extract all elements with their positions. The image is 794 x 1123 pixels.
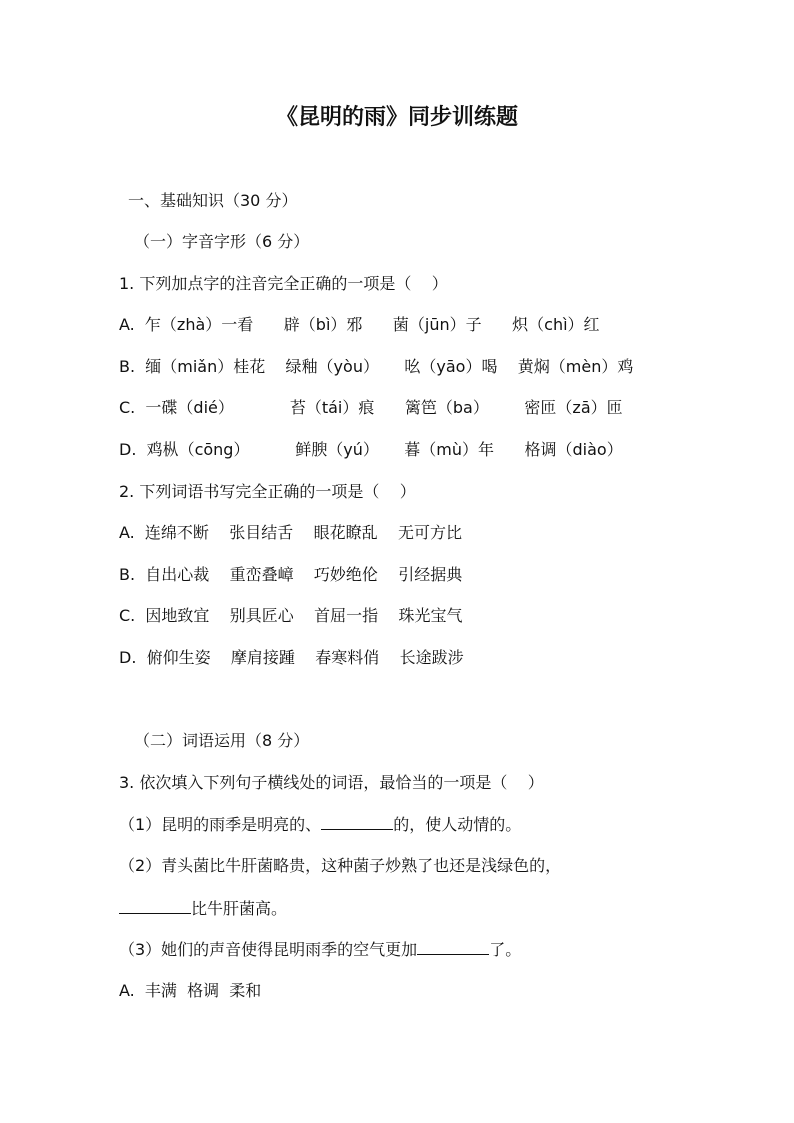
question-3-stem: 3. 依次填入下列句子横线处的词语，最恰当的一项是（ ） <box>119 773 544 792</box>
question-2-stem: 2. 下列词语书写完全正确的一项是（ ） <box>119 482 416 501</box>
sentence-3-text-before: （3）她们的声音使得昆明雨季的空气更加 <box>119 940 418 959</box>
question-3-sentence-3 <box>119 938 521 961</box>
sentence-3-text-after: 了。 <box>489 940 522 959</box>
subsection-heading-pronunciation: （一）字音字形（6 分） <box>134 232 310 251</box>
sentence-1-text-after: 的，使人动情的。 <box>393 815 522 834</box>
sentence-2-text-after: 比牛肝菌高。 <box>191 899 288 918</box>
fill-blank-2[interactable] <box>119 897 191 914</box>
subsection-heading-word-usage: （二）词语运用（8 分） <box>134 731 310 750</box>
section-heading-basics: 一、基础知识（30 分） <box>128 191 298 210</box>
question-3-option-a: A. 丰满 格调 柔和 <box>119 981 262 1000</box>
sentence-1-text-before: （1）昆明的雨季是明亮的、 <box>119 815 322 834</box>
question-1-option-b: B. 缅（miǎn）桂花 绿釉（yòu） 吆（yāo）喝 黄焖（mèn）鸡 <box>119 357 634 376</box>
question-1-option-d: D. 鸡枞（cōng） 鲜腴（yú） 暮（mù）年 格调（diào） <box>119 440 623 459</box>
question-2-option-d: D. 俯仰生姿 摩肩接踵 春寒料俏 长途跋涉 <box>119 648 464 667</box>
question-1-option-c: C. 一碟（dié） 苔（tái）痕 篱笆（ba） 密匝（zā）匝 <box>119 398 623 417</box>
question-1-option-a: A. 乍（zhà）一看 辟（bì）邪 菌（jūn）子 炽（chì）红 <box>119 315 600 334</box>
page-title: 《昆明的雨》同步训练题 <box>275 105 518 130</box>
question-1-stem: 1. 下列加点字的注音完全正确的一项是（ ） <box>119 274 448 293</box>
fill-blank-1[interactable] <box>321 813 393 830</box>
question-3-sentence-2-line-1: （2）青头菌比牛肝菌略贵，这种菌子炒熟了也还是浅绿色的， <box>119 856 562 875</box>
question-2-option-b: B. 自出心裁 重峦叠嶂 巧妙绝伦 引经据典 <box>119 565 463 584</box>
question-3-sentence-2-line-2 <box>119 897 287 920</box>
question-2-option-c: C. 因地致宜 别具匠心 首屈一指 珠光宝气 <box>119 606 463 625</box>
question-2-option-a: A. 连绵不断 张目结舌 眼花瞭乱 无可方比 <box>119 523 462 542</box>
fill-blank-3[interactable] <box>417 938 489 955</box>
question-3-sentence-1 <box>119 813 521 836</box>
